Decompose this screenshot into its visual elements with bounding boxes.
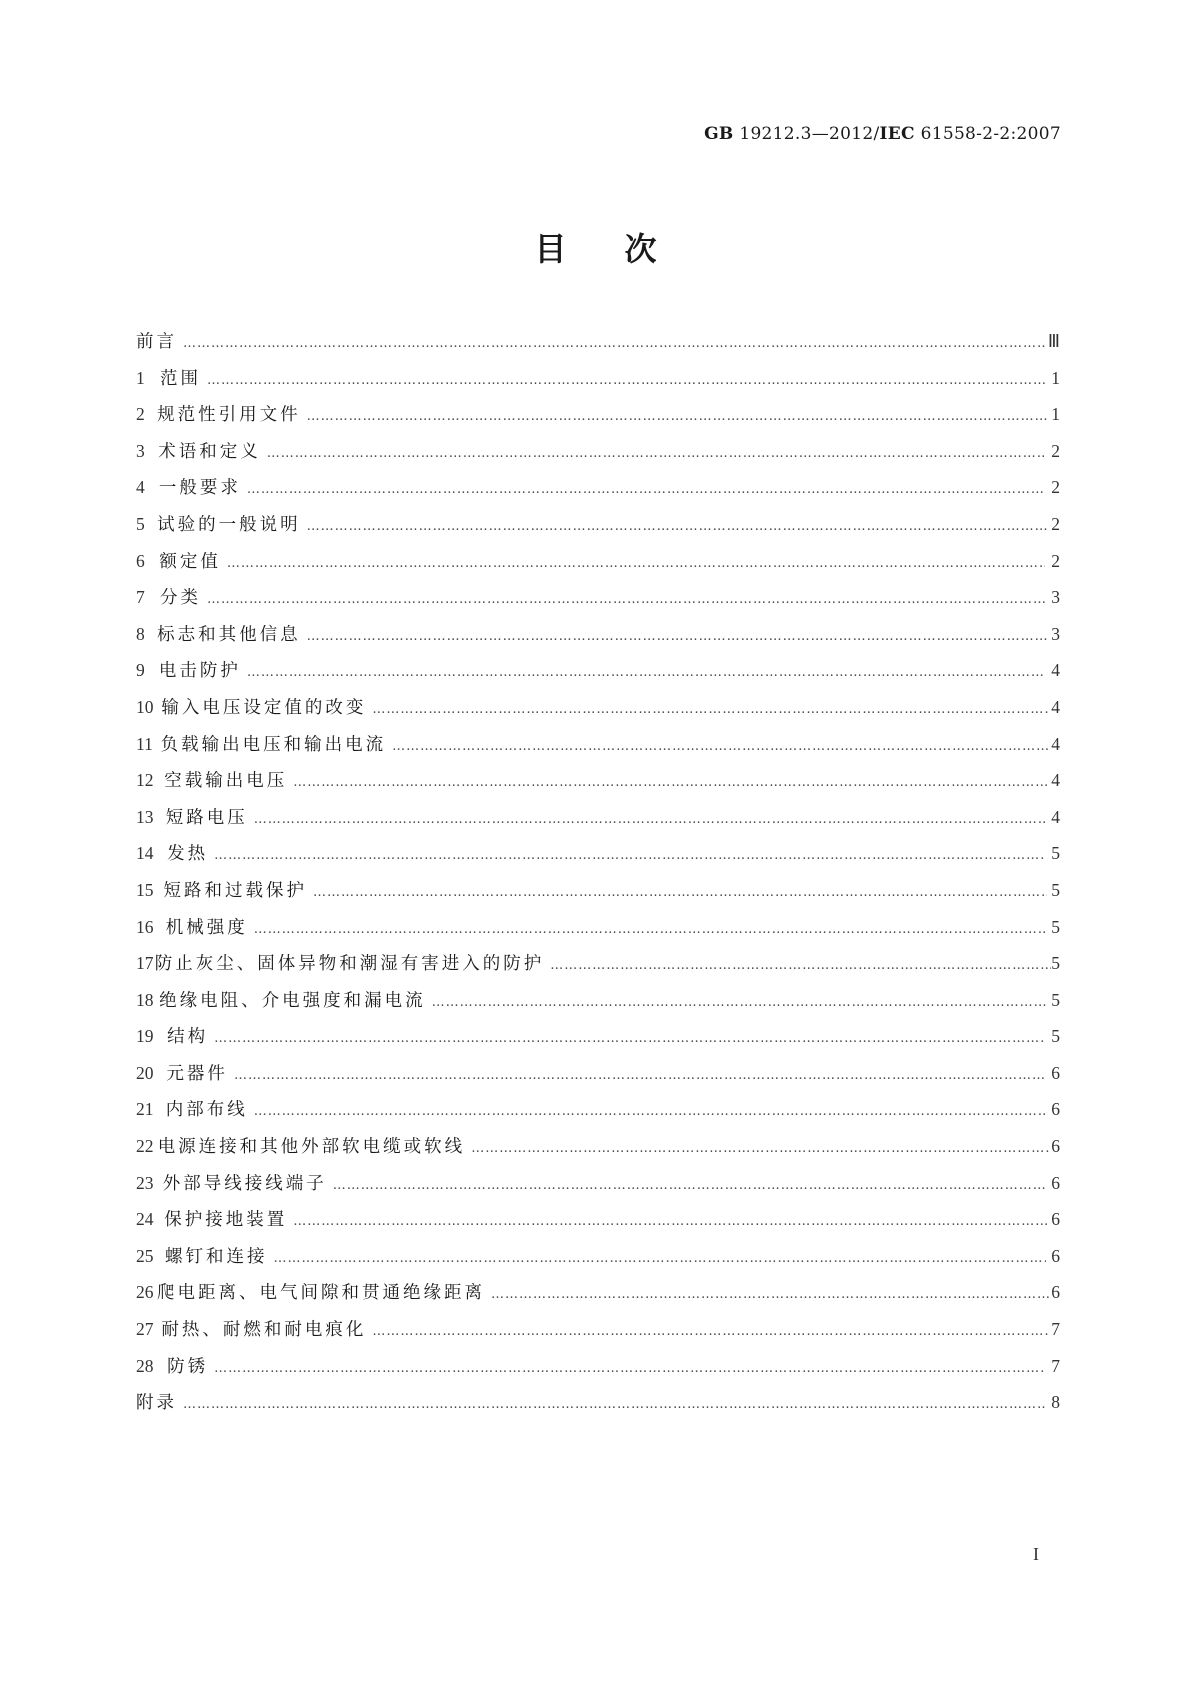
toc-leader-dots	[254, 922, 1046, 937]
standard-prefix: GB	[704, 124, 734, 144]
toc-entry[interactable]	[136, 1389, 1060, 1426]
toc-leader-dots	[254, 812, 1046, 827]
toc-entry-page: 3	[1051, 623, 1060, 644]
toc-entry[interactable]	[136, 401, 1060, 438]
toc-entry-page: 6	[1051, 1245, 1060, 1266]
toc-entry-page: 4	[1051, 806, 1060, 827]
toc-entry[interactable]	[136, 731, 1060, 768]
toc-entry-page: 4	[1051, 660, 1060, 681]
toc-leader-dots	[214, 848, 1045, 863]
toc-entry-page: 6	[1051, 1099, 1060, 1120]
toc-entry-title: 附录	[136, 1393, 177, 1414]
toc-entry[interactable]	[136, 1316, 1060, 1353]
toc-entry-number: 5	[136, 513, 145, 534]
toc-entry-page: 6	[1051, 1062, 1061, 1083]
toc-entry-number: 7	[136, 587, 145, 608]
toc-entry-page: 1	[1051, 367, 1061, 388]
toc-entry-page: Ⅲ	[1047, 331, 1060, 351]
toc-entry-number: 28	[136, 1355, 154, 1376]
toc-entry-page: 7	[1051, 1355, 1060, 1376]
toc-entry-title: 试验的一般说明	[157, 514, 301, 535]
toc-entry-number: 8	[136, 623, 145, 644]
toc-entry-title: 防止灰尘、固体异物和潮湿有害进入的防护	[154, 954, 545, 975]
toc-entry-number: 9	[136, 660, 145, 681]
toc-leader-dots	[293, 775, 1046, 790]
toc-entry-number: 2	[136, 404, 145, 425]
toc-entry-number: 1	[136, 367, 145, 388]
toc-entry-page: 6	[1051, 1172, 1061, 1193]
toc-entry-number: 18	[136, 989, 154, 1010]
toc-leader-dots	[214, 1031, 1045, 1046]
toc-entry-title: 标志和其他信息	[157, 624, 301, 645]
toc-entry-page: 1	[1051, 404, 1060, 425]
toc-entry-title: 电源连接和其他外部软电缆或软线	[157, 1137, 466, 1158]
toc-leader-dots	[207, 592, 1045, 607]
toc-entry-title: 短路和过载保护	[163, 880, 308, 901]
toc-leader-dots	[392, 739, 1048, 754]
toc-entry-number: 23	[136, 1172, 154, 1193]
toc-entry[interactable]	[136, 657, 1060, 694]
document-header	[704, 124, 1061, 144]
toc-entry-number: 4	[136, 477, 145, 498]
page-title: 目次	[534, 230, 715, 268]
toc-leader-dots	[372, 1324, 1048, 1339]
toc-leader-dots	[214, 1361, 1045, 1376]
toc-leader-dots	[247, 482, 1046, 497]
toc-entry[interactable]	[136, 1133, 1060, 1170]
toc-entry-title: 发热	[167, 844, 209, 865]
toc-leader-dots	[333, 1178, 1047, 1193]
toc-leader-dots	[307, 519, 1047, 534]
toc-entry-page: 6	[1051, 1136, 1060, 1157]
toc-entry-number: 26	[136, 1282, 154, 1303]
toc-leader-dots	[273, 1251, 1046, 1266]
toc-entry-number: 14	[136, 843, 154, 864]
toc-entry-page: 5	[1051, 879, 1060, 900]
toc-entry[interactable]	[136, 840, 1060, 877]
toc-entry[interactable]	[136, 1096, 1060, 1133]
toc-entry-title: 分类	[159, 588, 201, 609]
toc-entry[interactable]	[136, 584, 1060, 621]
toc-entry-number: 20	[136, 1062, 154, 1083]
toc-leader-dots	[234, 1068, 1046, 1083]
toc-entry-number: 22	[136, 1136, 154, 1157]
toc-entry-title: 规范性引用文件	[157, 405, 301, 426]
toc-entry-title: 外部导线接线端子	[162, 1173, 327, 1194]
toc-entry-number: 6	[136, 550, 145, 571]
toc-entry-title: 短路电压	[165, 807, 248, 828]
toc-entry-page: 2	[1051, 550, 1060, 571]
toc-entry-title: 防锈	[167, 1356, 209, 1377]
toc-leader-dots	[207, 373, 1045, 388]
toc-entry-page: 8	[1051, 1392, 1060, 1413]
toc-leader-dots	[471, 1141, 1049, 1156]
toc-leader-dots	[313, 885, 1047, 900]
toc-entry-page: 5	[1051, 989, 1061, 1010]
toc-entry[interactable]	[136, 1023, 1060, 1060]
toc-leader-dots	[227, 556, 1046, 571]
toc-entry[interactable]	[136, 511, 1060, 548]
toc-entry[interactable]	[136, 1243, 1060, 1280]
toc-entry-title: 绝缘电阻、介电强度和漏电流	[159, 990, 426, 1011]
toc-entry[interactable]	[136, 1206, 1060, 1243]
toc-leader-dots	[247, 665, 1046, 680]
toc-entry[interactable]	[136, 914, 1060, 951]
toc-entry[interactable]	[136, 767, 1060, 804]
toc-leader-dots	[183, 1397, 1045, 1412]
toc-entry-page: 5	[1051, 916, 1060, 937]
toc-entry[interactable]	[136, 987, 1060, 1024]
toc-entry-page: 6	[1051, 1282, 1060, 1303]
toc-entry-title: 保护接地装置	[164, 1210, 288, 1231]
toc-entry-page: 6	[1051, 1209, 1060, 1230]
toc-entry-page: 2	[1051, 440, 1060, 461]
toc-entry-title: 内部布线	[165, 1100, 248, 1121]
toc-leader-dots	[183, 336, 1045, 351]
toc-entry-number: 27	[136, 1319, 154, 1340]
iec-number: 61558-2-2:2007	[920, 124, 1061, 144]
toc-entry-number: 10	[136, 696, 154, 717]
toc-entry-page: 4	[1051, 733, 1060, 754]
page-number: I	[1033, 1544, 1039, 1564]
toc-entry-page: 4	[1051, 696, 1060, 717]
toc-entry[interactable]	[136, 1353, 1060, 1390]
toc-entry-title: 输入电压设定值的改变	[161, 697, 367, 718]
toc-entry-title: 机械强度	[165, 917, 248, 938]
toc-entry-title: 范围	[159, 368, 201, 389]
toc-leader-dots	[550, 958, 1051, 973]
toc-leader-dots	[307, 629, 1047, 644]
toc-entry-title: 结构	[167, 1027, 209, 1048]
toc-entry[interactable]	[136, 804, 1060, 841]
iec-prefix: IEC	[879, 124, 915, 144]
toc-entry-number: 12	[136, 770, 154, 791]
toc-entry[interactable]	[136, 621, 1060, 658]
toc-entry[interactable]	[136, 1060, 1060, 1097]
toc-entry-number: 13	[136, 806, 154, 827]
toc-entry-title: 空载输出电压	[164, 771, 288, 792]
standard-number: 19212.3—2012/	[739, 124, 880, 144]
toc-leader-dots	[293, 1214, 1046, 1229]
toc-leader-dots	[491, 1287, 1050, 1302]
toc-entry-page: 3	[1051, 587, 1061, 608]
toc-entry-page: 7	[1051, 1319, 1060, 1340]
toc-entry[interactable]	[136, 438, 1060, 475]
toc-entry-page: 4	[1051, 770, 1060, 791]
toc-entry-number: 15	[136, 879, 154, 900]
toc-leader-dots	[254, 1104, 1046, 1119]
toc-entry[interactable]	[136, 328, 1060, 365]
toc-entry[interactable]	[136, 365, 1060, 402]
toc-entry[interactable]	[136, 694, 1060, 731]
toc-entry-title: 额定值	[159, 551, 221, 572]
toc-entry[interactable]	[136, 548, 1060, 585]
toc-entry-number: 11	[136, 733, 153, 754]
toc-entry-number: 16	[136, 916, 154, 937]
toc-entry-title: 爬电距离、电气间隙和贯通绝缘距离	[156, 1283, 485, 1304]
toc-leader-dots	[372, 702, 1048, 717]
toc-entry-page: 5	[1051, 843, 1060, 864]
toc-entry[interactable]	[136, 1170, 1060, 1207]
toc-entry-number: 21	[136, 1099, 154, 1120]
toc-entry-title: 一般要求	[158, 478, 241, 499]
toc-entry-title: 元器件	[166, 1063, 228, 1084]
toc-entry-number: 19	[136, 1026, 154, 1047]
toc-leader-dots	[307, 409, 1047, 424]
table-of-contents	[136, 328, 1060, 1426]
toc-entry-title: 耐热、耐燃和耐电痕化	[161, 1320, 367, 1341]
toc-leader-dots	[267, 446, 1046, 461]
toc-entry-title: 术语和定义	[158, 441, 261, 462]
toc-entry-page: 2	[1051, 477, 1060, 498]
toc-entry[interactable]	[136, 950, 1060, 987]
toc-entry-number: 17	[136, 953, 154, 974]
toc-entry[interactable]	[136, 877, 1060, 914]
toc-entry-title: 螺钉和连接	[164, 1246, 268, 1267]
toc-entry-title: 电击防护	[158, 661, 241, 682]
toc-entry-title: 负载输出电压和输出电流	[160, 734, 387, 755]
toc-entry-page: 5	[1051, 953, 1060, 974]
toc-entry-page: 5	[1051, 1026, 1060, 1047]
toc-leader-dots	[432, 995, 1049, 1010]
toc-entry[interactable]	[136, 1279, 1060, 1316]
toc-entry-number: 25	[136, 1245, 154, 1266]
toc-entry[interactable]	[136, 474, 1060, 511]
toc-entry-page: 2	[1051, 513, 1060, 534]
toc-entry-title: 前言	[136, 332, 177, 352]
toc-entry-number: 24	[136, 1209, 154, 1230]
toc-entry-number: 3	[136, 440, 145, 461]
